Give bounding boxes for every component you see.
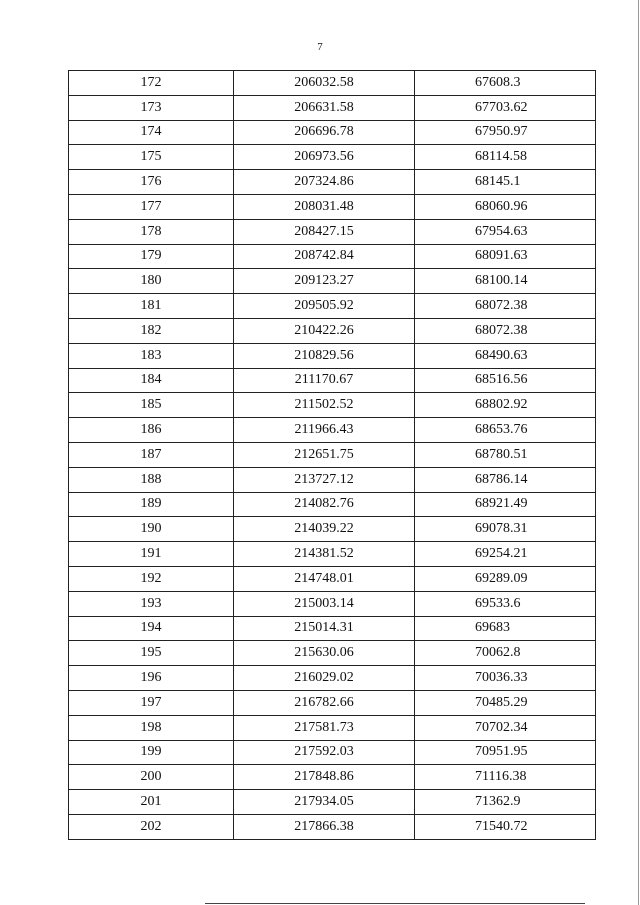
table-row xyxy=(69,790,596,815)
table-row xyxy=(69,641,596,666)
y-coordinate-cell: 68786.14 xyxy=(415,467,596,492)
table-row xyxy=(69,95,596,120)
table-row xyxy=(69,517,596,542)
x-coordinate-cell: 206973.56 xyxy=(234,145,415,170)
table-row xyxy=(69,120,596,145)
x-coordinate-cell: 206696.78 xyxy=(234,120,415,145)
table-row xyxy=(69,368,596,393)
y-coordinate-cell: 68802.92 xyxy=(415,393,596,418)
table-row xyxy=(69,219,596,244)
table-row xyxy=(69,740,596,765)
x-coordinate-cell: 215003.14 xyxy=(234,591,415,616)
table-row xyxy=(69,542,596,567)
page-number: 7 xyxy=(317,41,323,53)
x-coordinate-cell: 212651.75 xyxy=(234,442,415,467)
point-index-cell: 184 xyxy=(69,368,234,393)
table-row xyxy=(69,814,596,839)
point-index-cell: 192 xyxy=(69,566,234,591)
x-coordinate-cell: 216029.02 xyxy=(234,666,415,691)
point-index-cell: 194 xyxy=(69,616,234,641)
point-index-cell: 175 xyxy=(69,145,234,170)
y-coordinate-cell: 67950.97 xyxy=(415,120,596,145)
point-index-cell: 196 xyxy=(69,666,234,691)
y-coordinate-cell: 68145.1 xyxy=(415,170,596,195)
x-coordinate-cell: 211170.67 xyxy=(234,368,415,393)
x-coordinate-cell: 210829.56 xyxy=(234,343,415,368)
y-coordinate-cell: 71116.38 xyxy=(415,765,596,790)
point-index-cell: 198 xyxy=(69,715,234,740)
y-coordinate-cell: 69683 xyxy=(415,616,596,641)
table-row xyxy=(69,318,596,343)
x-coordinate-cell: 206032.58 xyxy=(234,71,415,96)
y-coordinate-cell: 68060.96 xyxy=(415,194,596,219)
y-coordinate-cell: 69078.31 xyxy=(415,517,596,542)
point-index-cell: 197 xyxy=(69,690,234,715)
table-row xyxy=(69,71,596,96)
table-row xyxy=(69,418,596,443)
x-coordinate-cell: 214381.52 xyxy=(234,542,415,567)
point-index-cell: 201 xyxy=(69,790,234,815)
table-row xyxy=(69,690,596,715)
table-row xyxy=(69,244,596,269)
table-row xyxy=(69,765,596,790)
point-index-cell: 183 xyxy=(69,343,234,368)
x-coordinate-cell: 207324.86 xyxy=(234,170,415,195)
y-coordinate-cell: 68072.38 xyxy=(415,294,596,319)
y-coordinate-cell: 71540.72 xyxy=(415,814,596,839)
x-coordinate-cell: 214082.76 xyxy=(234,492,415,517)
x-coordinate-cell: 211966.43 xyxy=(234,418,415,443)
x-coordinate-cell: 217581.73 xyxy=(234,715,415,740)
table-row xyxy=(69,393,596,418)
x-coordinate-cell: 217866.38 xyxy=(234,814,415,839)
point-index-cell: 173 xyxy=(69,95,234,120)
table-row xyxy=(69,170,596,195)
coordinate-table xyxy=(68,70,596,840)
x-coordinate-cell: 206631.58 xyxy=(234,95,415,120)
y-coordinate-cell: 68490.63 xyxy=(415,343,596,368)
bottom-edge-line xyxy=(205,903,585,904)
x-coordinate-cell: 213727.12 xyxy=(234,467,415,492)
point-index-cell: 182 xyxy=(69,318,234,343)
table-row xyxy=(69,492,596,517)
point-index-cell: 195 xyxy=(69,641,234,666)
x-coordinate-cell: 208742.84 xyxy=(234,244,415,269)
y-coordinate-cell: 68114.58 xyxy=(415,145,596,170)
point-index-cell: 188 xyxy=(69,467,234,492)
y-coordinate-cell: 68653.76 xyxy=(415,418,596,443)
y-coordinate-cell: 68100.14 xyxy=(415,269,596,294)
y-coordinate-cell: 67954.63 xyxy=(415,219,596,244)
point-index-cell: 187 xyxy=(69,442,234,467)
x-coordinate-cell: 211502.52 xyxy=(234,393,415,418)
y-coordinate-cell: 67608.3 xyxy=(415,71,596,96)
x-coordinate-cell: 208031.48 xyxy=(234,194,415,219)
table-row xyxy=(69,145,596,170)
point-index-cell: 177 xyxy=(69,194,234,219)
point-index-cell: 180 xyxy=(69,269,234,294)
table-row xyxy=(69,715,596,740)
point-index-cell: 190 xyxy=(69,517,234,542)
x-coordinate-cell: 216782.66 xyxy=(234,690,415,715)
y-coordinate-cell: 71362.9 xyxy=(415,790,596,815)
table-row xyxy=(69,467,596,492)
point-index-cell: 202 xyxy=(69,814,234,839)
point-index-cell: 178 xyxy=(69,219,234,244)
y-coordinate-cell: 70062.8 xyxy=(415,641,596,666)
table-row xyxy=(69,566,596,591)
table-row xyxy=(69,616,596,641)
x-coordinate-cell: 215014.31 xyxy=(234,616,415,641)
y-coordinate-cell: 70702.34 xyxy=(415,715,596,740)
point-index-cell: 191 xyxy=(69,542,234,567)
table-row xyxy=(69,666,596,691)
x-coordinate-cell: 214039.22 xyxy=(234,517,415,542)
table-row xyxy=(69,442,596,467)
table-row xyxy=(69,591,596,616)
y-coordinate-cell: 68921.49 xyxy=(415,492,596,517)
x-coordinate-cell: 215630.06 xyxy=(234,641,415,666)
table-row xyxy=(69,194,596,219)
x-coordinate-cell: 208427.15 xyxy=(234,219,415,244)
point-index-cell: 186 xyxy=(69,418,234,443)
point-index-cell: 200 xyxy=(69,765,234,790)
point-index-cell: 176 xyxy=(69,170,234,195)
y-coordinate-cell: 69254.21 xyxy=(415,542,596,567)
x-coordinate-cell: 209123.27 xyxy=(234,269,415,294)
y-coordinate-cell: 68091.63 xyxy=(415,244,596,269)
y-coordinate-cell: 69289.09 xyxy=(415,566,596,591)
point-index-cell: 193 xyxy=(69,591,234,616)
point-index-cell: 179 xyxy=(69,244,234,269)
y-coordinate-cell: 70485.29 xyxy=(415,690,596,715)
y-coordinate-cell: 68516.56 xyxy=(415,368,596,393)
point-index-cell: 189 xyxy=(69,492,234,517)
y-coordinate-cell: 70036.33 xyxy=(415,666,596,691)
y-coordinate-cell: 69533.6 xyxy=(415,591,596,616)
table-row xyxy=(69,343,596,368)
x-coordinate-cell: 217848.86 xyxy=(234,765,415,790)
table-row xyxy=(69,269,596,294)
table-body xyxy=(69,71,596,840)
point-index-cell: 172 xyxy=(69,71,234,96)
y-coordinate-cell: 68072.38 xyxy=(415,318,596,343)
y-coordinate-cell: 70951.95 xyxy=(415,740,596,765)
y-coordinate-cell: 67703.62 xyxy=(415,95,596,120)
point-index-cell: 185 xyxy=(69,393,234,418)
x-coordinate-cell: 214748.01 xyxy=(234,566,415,591)
x-coordinate-cell: 217934.05 xyxy=(234,790,415,815)
y-coordinate-cell: 68780.51 xyxy=(415,442,596,467)
table-row xyxy=(69,294,596,319)
x-coordinate-cell: 210422.26 xyxy=(234,318,415,343)
point-index-cell: 199 xyxy=(69,740,234,765)
right-edge-line xyxy=(638,0,639,905)
point-index-cell: 174 xyxy=(69,120,234,145)
x-coordinate-cell: 209505.92 xyxy=(234,294,415,319)
x-coordinate-cell: 217592.03 xyxy=(234,740,415,765)
point-index-cell: 181 xyxy=(69,294,234,319)
